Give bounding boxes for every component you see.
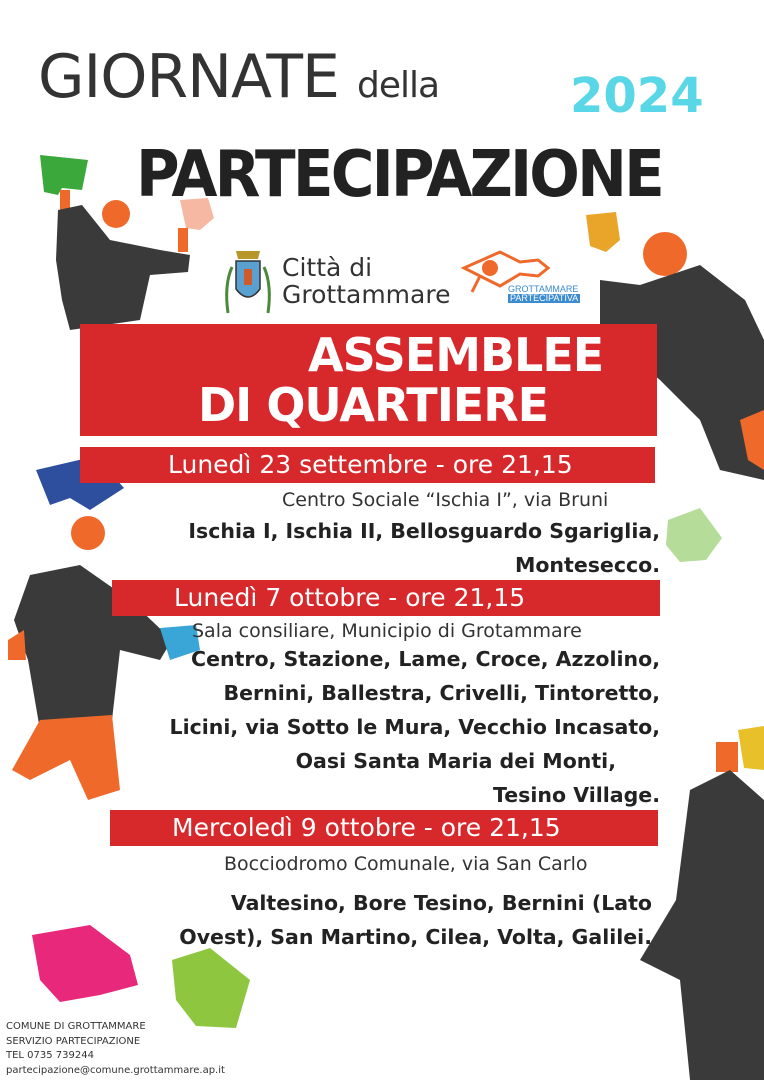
zone-line: Ischia I, Ischia II, Bellosguardo Sgariglia, xyxy=(188,519,660,543)
zone-line: Centro, Stazione, Lame, Croce, Azzolino, xyxy=(191,647,660,671)
event-venue: Sala consiliare, Municipio di Grotammare xyxy=(192,620,582,642)
green-puzzle-piece xyxy=(40,155,88,195)
banner-line1: ASSEMBLEE xyxy=(308,328,604,382)
magenta-puzzle-piece xyxy=(32,925,138,1002)
city-name xyxy=(282,254,450,308)
zone-line: Bernini, Ballestra, Crivelli, Tintoretto, xyxy=(223,681,660,705)
zone-line: Montesecco. xyxy=(514,553,660,577)
city-name-line2: Grottammare xyxy=(282,280,451,309)
event-venue: Centro Sociale “Ischia I”, via Bruni xyxy=(282,489,609,511)
title-giornate xyxy=(38,42,439,112)
event-date-bar: Lunedì 7 ottobre - ore 21,15 xyxy=(112,580,660,616)
footer-phone: TEL 0735 739244 xyxy=(6,1050,94,1061)
partner-logo-text xyxy=(508,285,580,303)
event-zones xyxy=(170,642,660,812)
zone-line: Valtesino, Bore Tesino, Bernini (Lato xyxy=(230,891,652,915)
event-zones xyxy=(179,886,652,954)
footer-email[interactable]: partecipazione@comune.grottammare.ap.it xyxy=(6,1064,225,1076)
city-name-line1: Città di xyxy=(282,253,373,282)
footer-line: COMUNE DI GROTTAMMARE xyxy=(6,1021,146,1032)
title-word-giornate: GIORNATE xyxy=(38,42,339,112)
light-green-puzzle-piece xyxy=(666,508,722,562)
title-partecipazione: PARTECIPAZIONE xyxy=(136,138,663,212)
orange-puzzle-piece xyxy=(586,212,620,252)
event-zones xyxy=(188,514,660,582)
event-date-bar: Lunedì 23 settembre - ore 21,15 xyxy=(80,447,655,483)
event-venue: Bocciodromo Comunale, via San Carlo xyxy=(224,853,588,875)
lime-puzzle-piece xyxy=(172,948,250,1028)
banner-text xyxy=(198,330,603,430)
year-label: 2024 xyxy=(570,68,704,124)
title-word-della: della xyxy=(357,65,440,106)
zone-line: Licini, via Sotto le Mura, Vecchio Incasato, xyxy=(169,715,660,739)
banner-line2: DI QUARTIERE xyxy=(198,378,549,432)
zone-line: Oasi Santa Maria dei Monti, xyxy=(295,749,616,773)
city-coat-of-arms-icon xyxy=(222,245,274,317)
event-date-bar: Mercoledì 9 ottobre - ore 21,15 xyxy=(110,810,658,846)
footer-contacts xyxy=(6,1020,225,1078)
partner-logo-line2: PARTECIPATIVA xyxy=(510,293,579,303)
footer-line: SERVIZIO PARTECIPAZIONE xyxy=(6,1035,141,1047)
zone-line: Tesino Village. xyxy=(493,783,660,807)
partner-logo-line1: GROTTAMMARE xyxy=(508,284,579,294)
zone-line: Ovest), San Martino, Cilea, Volta, Galilei. xyxy=(179,925,652,949)
